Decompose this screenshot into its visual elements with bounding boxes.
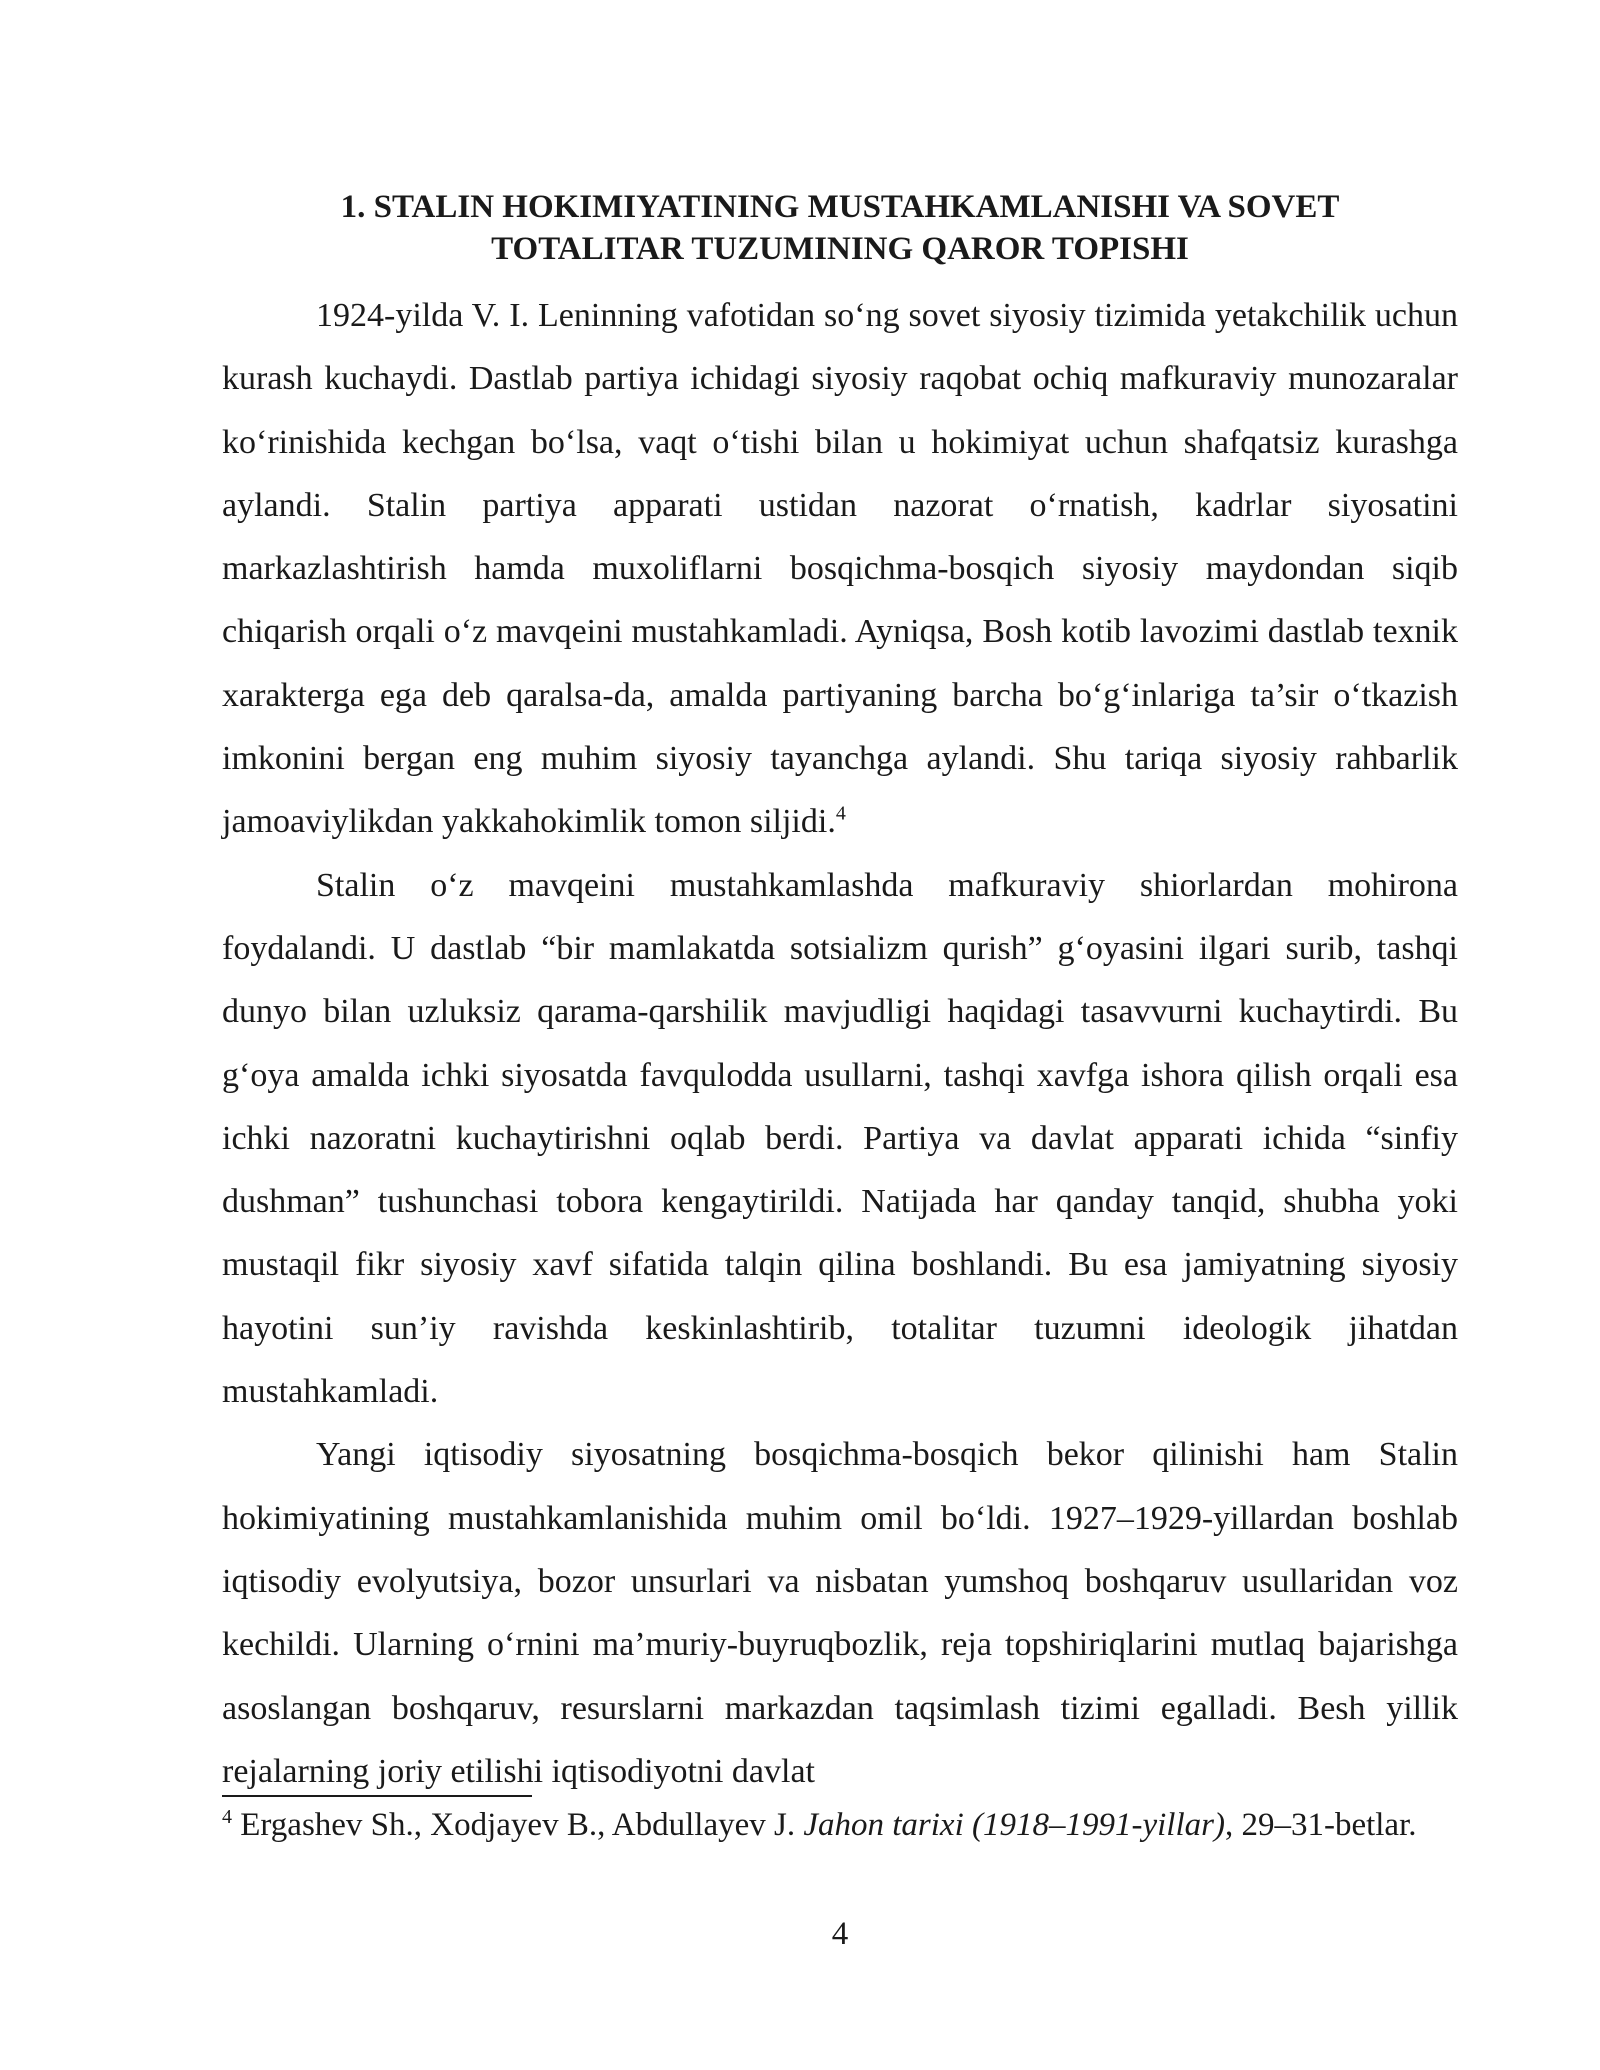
paragraph-3: Yangi iqtisodiy siyosatning bosqichma-bosqich bekor qilinishi ham Stalin hokimiyatining mustahkamlanishida muhim omil bo‘ldi. 1927–1929-yillardan boshlab iqtisodiy evolyutsiya, bozor unsurlari va nisbatan yumshoq boshqaruv usullaridan voz kechildi. Ularning o‘rnini ma’muriy-buyruqbozlik, reja topshiriqlarini mutlaq bajarishga asoslangan boshqaruv, resurslarni markazdan taqsimlash tizimi egalladi. Besh yillik rejalarning joriy etilishi iqtisodiyotni davlat [222,1436,1458,1790]
footnote-separator [222,1795,532,1797]
page-number: 4 [831,1916,849,1952]
paragraph-1-text: 1924-yilda V. I. Leninning vafotidan so‘ng sovet siyosiy tizimida yetakchilik uchun kurash kuchaydi. Dastlab partiya ichidagi siyosiy raqobat ochiq mafkuraviy munozaralar ko‘rinishida kechgan bo‘lsa, vaqt o‘tishi bilan u hokimiyat uchun shafqatsiz kurashga aylandi. Stalin partiya apparati ustidan nazorat o‘rnatish, kadrlar siyosatini markazlashtirish hamda muxoliflarni bosqichma-bosqich siyosiy maydondan siqib chiqarish orqali o‘z mavqeini mustahkamladi. Ayniqsa, Bosh kotib lavozimi dastlab texnik xarakterga ega deb qaralsa-da, amalda partiyaning barcha bo‘g‘inlariga ta’sir o‘tkazish imkonini bergan eng muhim siyosiy tayanchga aylandi. Shu tariqa siyosiy rahbarlik jamoaviylikdan yakkahokimlik tomon siljidi. [222,297,1458,841]
paragraph-2: Stalin o‘z mavqeini mustahkamlashda mafkuraviy shiorlardan mohirona foydalandi. U dastlab “bir mamlakatda sotsializm qurish” g‘oyasini ilgari surib, tashqi dunyo bilan uzluksiz qarama-qarshilik mavjudligi haqidagi tasavvurni kuchaytirdi. Bu g‘oya amalda ichki siyosatda favqulodda usullarni, tashqi xavfga ishora qilish orqali esa ichki nazoratni kuchaytirishni oqlab berdi. Partiya va davlat apparati ichida “sinfiy dushman” tushunchasi tobora kengaytirildi. Natijada har qanday tanqid, shubha yoki mustaqil fikr siyosiy xavf sifatida talqin qilina boshlandi. Bu esa jamiyatning siyosiy hayotini sun’iy ravishda keskinlashtirib, totalitar tuzumni ideologik jihatdan mustahkamladi. [222,866,1458,1411]
footnote-number: 4 [222,1806,232,1828]
chapter-heading [222,186,1458,270]
chapter-heading-line-2: TOTALITAR TUZUMINING QAROR TOPISHI [491,231,1189,267]
paragraph-1 [222,284,1458,854]
chapter-heading-line-1: 1. STALIN HOKIMIYATINING MUSTAHKAMLANISHI VA SOVET [340,189,1340,225]
footnote [222,1804,1458,1846]
page-body [222,186,1458,1803]
footnote-title: Jahon tarixi (1918–1991-yillar) [803,1807,1225,1843]
footnote-pages: , 29–31-betlar. [1224,1807,1417,1843]
footnote-reference[interactable]: 4 [835,803,846,826]
footnote-authors: Ergashev Sh., Xodjayev B., Abdullayev J. [240,1807,796,1843]
